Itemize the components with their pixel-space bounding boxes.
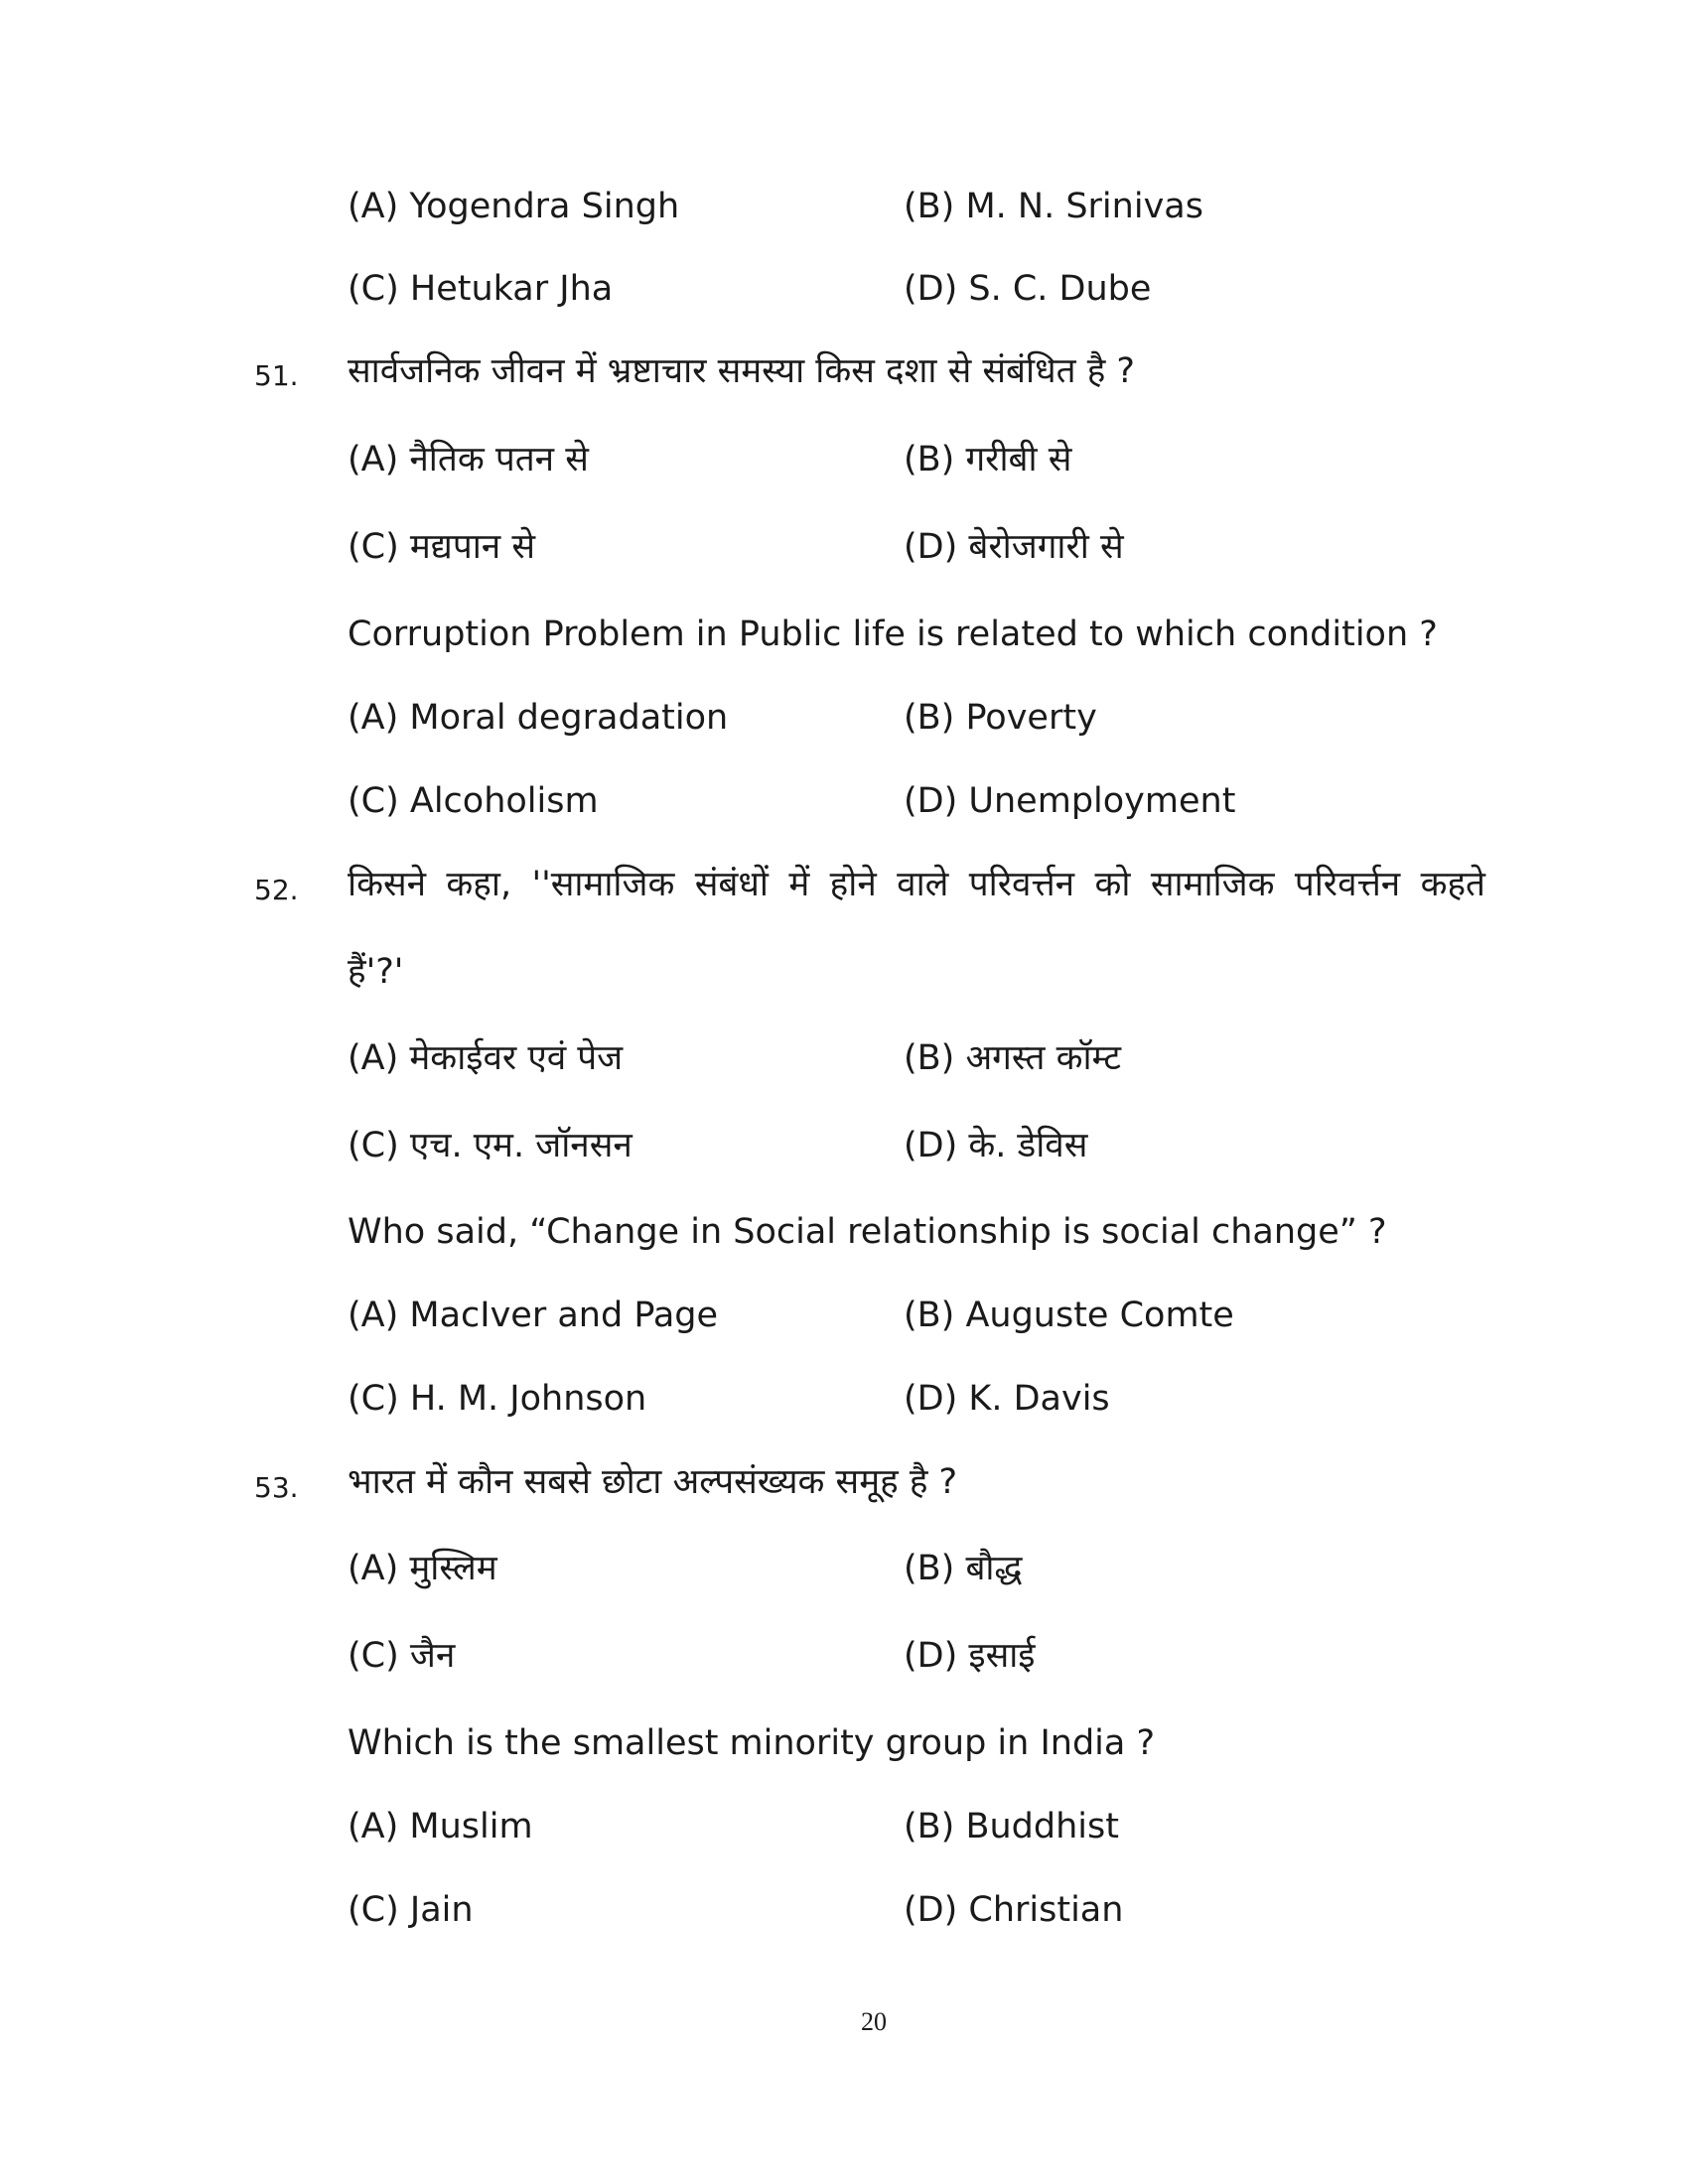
option-a-english: (A) Muslim	[348, 1807, 533, 1846]
question-stem-english: Corruption Problem in Public life is related to which condition ?	[348, 614, 1438, 654]
option-c-hindi: (C) जैन	[348, 1636, 456, 1676]
question-number: 53.	[254, 1471, 299, 1504]
option-d-hindi: (D) इसाई	[904, 1636, 1036, 1676]
question-number: 51.	[254, 359, 299, 392]
option-c-hindi: (C) मद्यपान से	[348, 527, 536, 567]
option-c-english: (C) Alcoholism	[348, 781, 599, 821]
option-d-english: (D) Unemployment	[904, 781, 1236, 821]
option-b-english: (B) Auguste Comte	[904, 1296, 1234, 1335]
option-b-english: (B) Buddhist	[904, 1807, 1119, 1846]
option-c-english: (C) Jain	[348, 1890, 474, 1930]
option-a-hindi: (A) मेकाईवर एवं पेज	[348, 1038, 624, 1078]
option-b-hindi: (B) बौद्ध	[904, 1549, 1023, 1588]
page-number: 20	[861, 2007, 887, 2036]
option-a: (A) Yogendra Singh	[348, 187, 680, 226]
option-d-english: (D) K. Davis	[904, 1379, 1110, 1419]
question-number: 52.	[254, 874, 299, 906]
option-b: (B) M. N. Srinivas	[904, 187, 1203, 226]
question-stem-hindi: किसने कहा, ''सामाजिक संबंधों में होने वाले परिवर्त्तन को सामाजिक परिवर्त्तन कहते	[348, 865, 1485, 904]
question-stem-hindi-continued: हैं'?'	[348, 952, 404, 992]
option-a-hindi: (A) नैतिक पतन से	[348, 440, 589, 479]
question-stem-hindi: सार्वजनिक जीवन में भ्रष्टाचार समस्या किस दशा से संबंधित है ?	[348, 351, 1135, 391]
option-d: (D) S. C. Dube	[904, 269, 1152, 309]
option-d-english: (D) Christian	[904, 1890, 1124, 1930]
option-c-english: (C) H. M. Johnson	[348, 1379, 647, 1419]
option-a-english: (A) MacIver and Page	[348, 1296, 719, 1335]
question-stem-english: Who said, “Change in Social relationship is social change” ?	[348, 1212, 1387, 1252]
option-c: (C) Hetukar Jha	[348, 269, 614, 309]
option-b-hindi: (B) अगस्त कॉम्ट	[904, 1038, 1122, 1078]
option-b-english: (B) Poverty	[904, 698, 1097, 738]
option-c-hindi: (C) एच. एम. जॉनसन	[348, 1126, 633, 1165]
option-a-english: (A) Moral degradation	[348, 698, 729, 738]
option-b-hindi: (B) गरीबी से	[904, 440, 1072, 479]
question-stem-hindi: भारत में कौन सबसे छोटा अल्पसंख्यक समूह है ?	[348, 1462, 958, 1502]
option-d-hindi: (D) के. डेविस	[904, 1126, 1088, 1165]
question-stem-english: Which is the smallest minority group in India ?	[348, 1723, 1156, 1763]
option-a-hindi: (A) मुस्लिम	[348, 1549, 497, 1588]
option-d-hindi: (D) बेरोजगारी से	[904, 527, 1124, 567]
